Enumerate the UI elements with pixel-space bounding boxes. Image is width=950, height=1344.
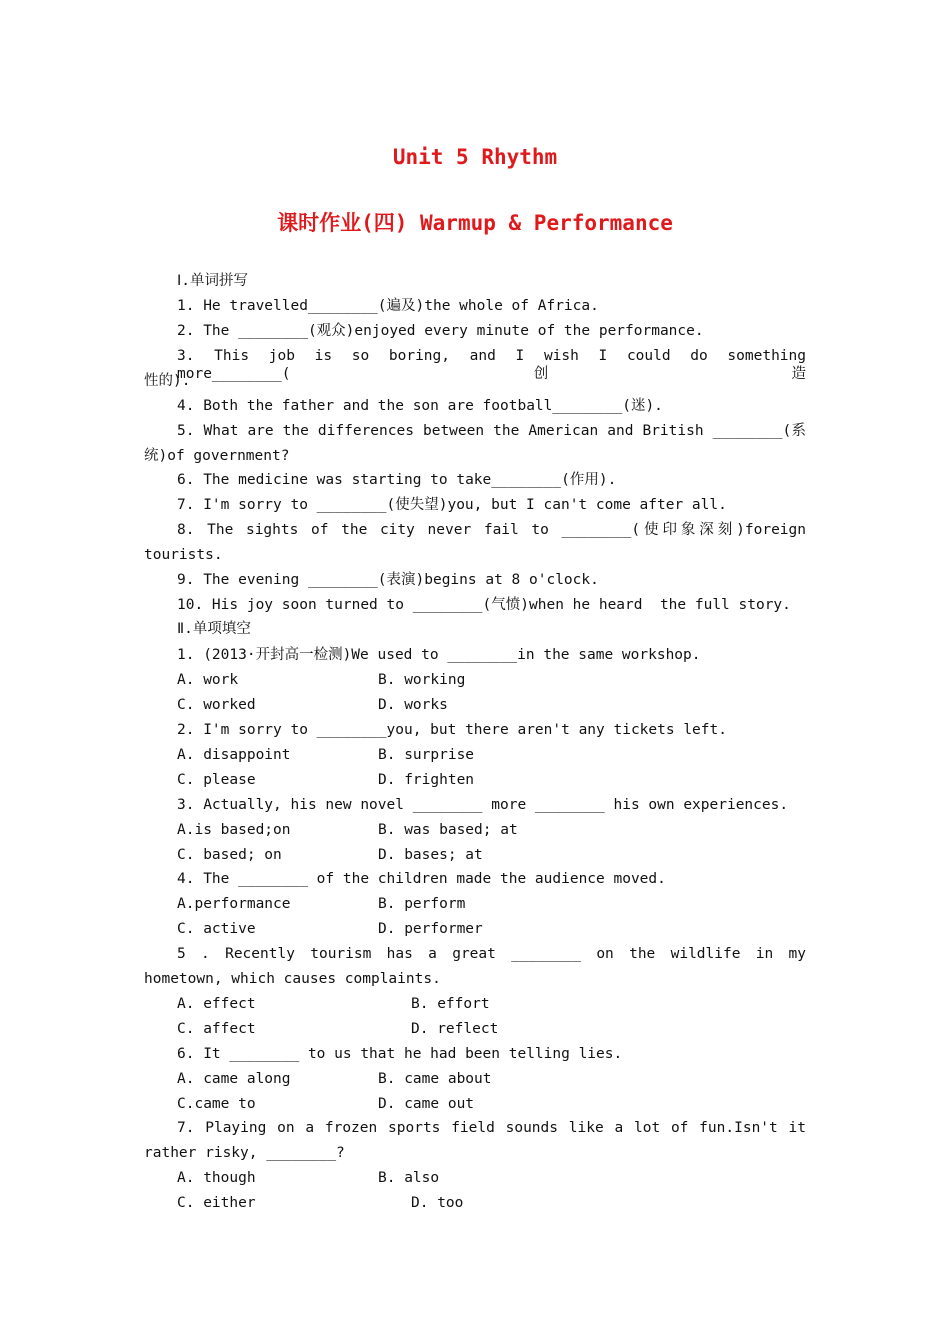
s2-question-4: 4. The ________ of the children made the audience moved. xyxy=(177,871,666,887)
s2-question-7: 7. Playing on a frozen sports field sounds like a lot of fun.Isn't it xyxy=(177,1120,806,1136)
s2-question-2: 2. I'm sorry to ________you, but there aren't any tickets left. xyxy=(177,722,727,738)
s2-question-3: 3. Actually, his new novel ________ more ________ his own experiences. xyxy=(177,797,789,813)
s2-q3-option-b: B. was based; at xyxy=(378,822,518,838)
s2-q5-option-c: C. affect xyxy=(177,1021,256,1037)
s2-q7-option-a: A. though xyxy=(177,1170,256,1186)
section2-heading: Ⅱ.单项填空 xyxy=(177,621,251,637)
s2-q5-option-b: B. effort xyxy=(411,996,490,1012)
s2-q7-option-d: D. too xyxy=(411,1195,464,1211)
s2-q4-option-a: A.performance xyxy=(177,896,291,912)
s1-question-5: 5. What are the differences between the American and British ________(系 xyxy=(177,423,806,439)
s2-question-7-cont: rather risky, ________? xyxy=(144,1145,345,1161)
s2-q6-option-b: B. came about xyxy=(378,1071,492,1087)
s2-q3-option-d: D. bases; at xyxy=(378,847,483,863)
s1-question-6: 6. The medicine was starting to take________(作用). xyxy=(177,472,617,488)
lesson-subtitle: 课时作业(四) Warmup & Performance xyxy=(277,211,673,235)
s2-q1-option-d: D. works xyxy=(378,697,448,713)
s2-q2-option-d: D. frighten xyxy=(378,772,475,788)
s2-q1-option-a: A. work xyxy=(177,672,239,688)
s2-question-5-cont: hometown, which causes complaints. xyxy=(144,971,441,987)
s1-question-5-cont: 统)of government? xyxy=(144,448,290,464)
s2-q7-option-b: B. also xyxy=(378,1170,440,1186)
section1-heading: Ⅰ.单词拼写 xyxy=(177,273,249,289)
s1-question-4: 4. Both the father and the son are football________(迷). xyxy=(177,398,663,414)
s2-q6-option-c: C.came to xyxy=(177,1096,256,1112)
s2-q1-option-b: B. working xyxy=(378,672,466,688)
s2-q2-option-c: C. please xyxy=(177,772,256,788)
s2-q1-option-c: C. worked xyxy=(177,697,256,713)
s2-q7-option-c: C. either xyxy=(177,1195,256,1211)
s2-q3-option-a: A.is based;on xyxy=(177,822,291,838)
s1-question-10: 10. His joy soon turned to ________(气愤)when he heard the full story. xyxy=(177,597,791,613)
s2-question-1: 1. (2013·开封高一检测)We used to ________in the same workshop. xyxy=(177,647,701,663)
s2-q2-option-b: B. surprise xyxy=(378,747,475,763)
s2-question-5: 5 . Recently tourism has a great ________ on the wildlife in my xyxy=(177,946,806,962)
s2-q6-option-d: D. came out xyxy=(378,1096,475,1112)
s1-question-2: 2. The ________(观众)enjoyed every minute of the performance. xyxy=(177,323,704,339)
s2-q3-option-c: C. based; on xyxy=(177,847,282,863)
s2-q4-option-b: B. perform xyxy=(378,896,466,912)
s1-question-3-cont: 性的). xyxy=(144,373,191,389)
s1-question-9: 9. The evening ________(表演)begins at 8 o'clock. xyxy=(177,572,599,588)
unit-title: Unit 5 Rhythm xyxy=(392,145,558,169)
s2-question-6: 6. It ________ to us that he had been telling lies. xyxy=(177,1046,623,1062)
s2-q4-option-c: C. active xyxy=(177,921,256,937)
s2-q5-option-d: D. reflect xyxy=(411,1021,499,1037)
s1-question-8-cont: tourists. xyxy=(144,547,223,563)
s1-question-3: 3. This job is so boring, and I wish I could do something more________(创造 xyxy=(177,348,806,382)
s2-q5-option-a: A. effect xyxy=(177,996,256,1012)
s2-q2-option-a: A. disappoint xyxy=(177,747,291,763)
s1-question-7: 7. I'm sorry to ________(使失望)you, but I can't come after all. xyxy=(177,497,727,513)
s1-question-8: 8. The sights of the city never fail to ________(使印象深刻)foreign xyxy=(177,522,806,538)
s2-q6-option-a: A. came along xyxy=(177,1071,291,1087)
s1-question-1: 1. He travelled________(遍及)the whole of Africa. xyxy=(177,298,599,314)
s2-q4-option-d: D. performer xyxy=(378,921,483,937)
